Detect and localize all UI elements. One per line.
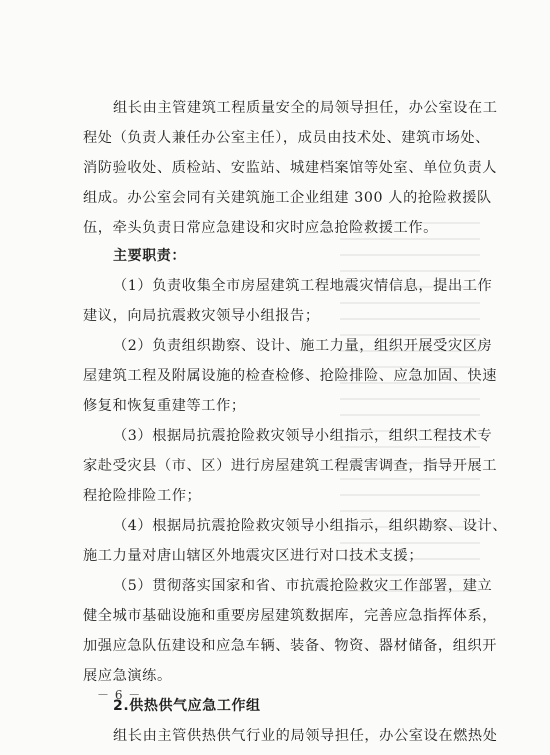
paragraph-line: 健全城市基础设施和重要房屋建筑数据库，完善应急指挥体系， <box>83 608 498 624</box>
paragraph-line: 建议，向局抗震救灾领导小组报告； <box>83 308 320 324</box>
paragraph-line: 伍，牵头负责日常应急建设和灾时应急抢险救援工作。 <box>83 220 438 236</box>
section-heading: 2.供热供气应急工作组 <box>113 698 261 714</box>
paragraph-line: 施工力量对唐山辖区外地震灾区进行对口技术支援； <box>83 548 424 564</box>
paragraph-line: 加强应急队伍建设和应急车辆、装备、物资、器材储备，组织开 <box>83 638 498 654</box>
paragraph-line: （2）负责组织勘察、设计、施工力量，组织开展受灾区房 <box>113 338 493 354</box>
paragraph-line: 消防验收处、质检站、安监站、城建档案馆等处室、单位负责人 <box>83 160 498 176</box>
paragraph-line: （1）负责收集全市房屋建筑工程地震灾情信息，提出工作 <box>113 278 493 294</box>
paragraph-line: 展应急演练。 <box>83 668 172 684</box>
page-number: － 6 － <box>97 688 142 702</box>
paragraph-line: 修复和恢复重建等工作； <box>83 398 246 414</box>
paragraph-line: 组长由主管供热供气行业的局领导担任，办公室设在燃热处 <box>113 728 498 744</box>
paragraph-line: 程抢险排险工作； <box>83 488 202 504</box>
paragraph-line: （3）根据局抗震抢险救灾领导小组指示，组织工程技术专 <box>113 428 493 444</box>
paragraph-line: 家赴受灾县（市、区）进行房屋建筑工程震害调查，指导开展工 <box>83 458 498 474</box>
paragraph-line: 组长由主管建筑工程质量安全的局领导担任，办公室设在工 <box>113 100 498 116</box>
paragraph-line: 组成。办公室会同有关建筑施工企业组建 300 人的抢险救援队 <box>83 190 492 206</box>
paragraph-line: （5）贯彻落实国家和省、市抗震抢险救灾工作部署，建立 <box>113 578 493 594</box>
section-heading: 主要职责： <box>113 248 186 264</box>
paragraph-line: 屋建筑工程及附属设施的检查检修、抢险排险、应急加固、快速 <box>83 368 498 384</box>
paragraph-line: （4）根据局抗震抢险救灾领导小组指示，组织勘察、设计、 <box>113 518 508 534</box>
paragraph-line: 程处（负责人兼任办公室主任），成员由技术处、建筑市场处、 <box>83 130 490 146</box>
